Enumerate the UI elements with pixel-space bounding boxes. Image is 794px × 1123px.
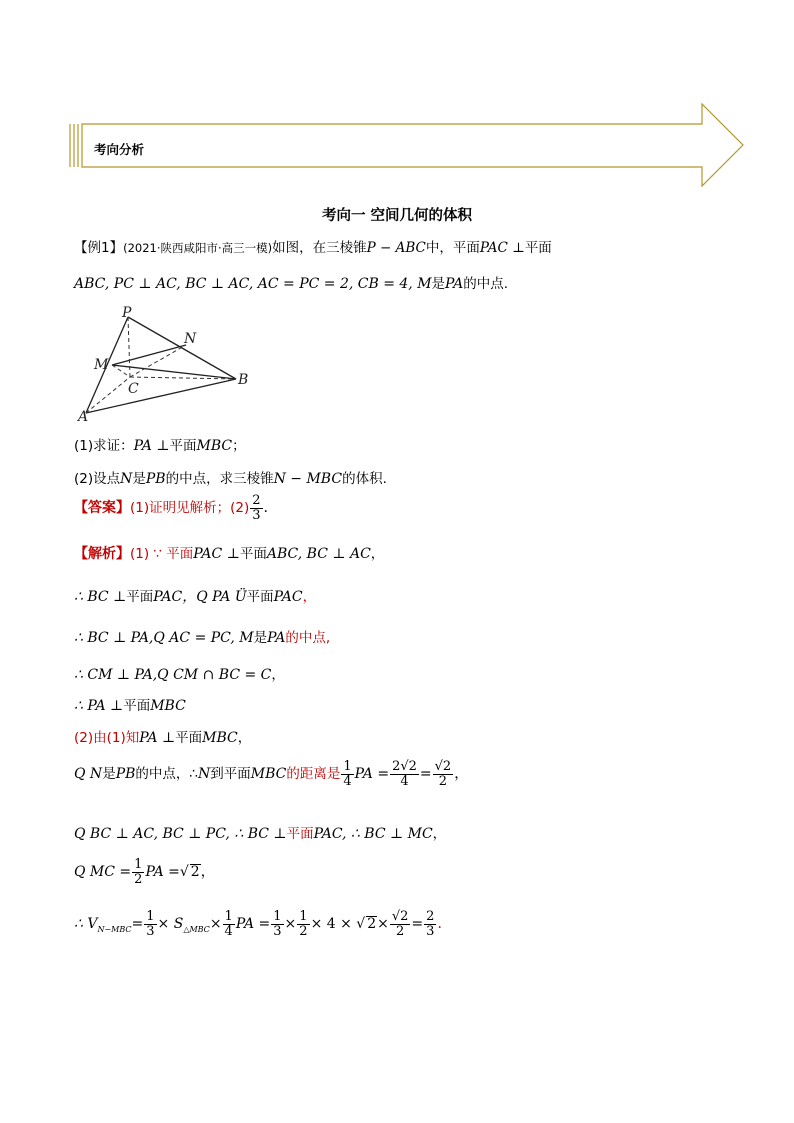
l10-end: . xyxy=(437,916,442,933)
q1-end: ； xyxy=(232,438,246,454)
q2-end: 的体积. xyxy=(342,471,387,487)
l10-e: PA = xyxy=(235,916,271,933)
answer-frac-num: 2 xyxy=(252,493,261,508)
q2-pb: PB xyxy=(145,471,166,487)
q1-plane: MBC xyxy=(196,438,233,454)
example-line2-end: 的中点. xyxy=(463,276,509,292)
l3-d: 的中点, xyxy=(285,630,331,646)
l8-end: ， xyxy=(432,826,447,842)
l10-frac5-den: 2 xyxy=(396,923,405,939)
edge-PB xyxy=(128,317,236,379)
example-source: (2021·陕西咸阳市·高三一模) xyxy=(123,241,273,255)
analysis-line-6 xyxy=(74,726,251,746)
label-C: C xyxy=(128,381,139,397)
l2-b: 平面 xyxy=(126,589,154,605)
question-1 xyxy=(74,434,246,454)
l10-b: = xyxy=(131,916,144,933)
l10-i: = xyxy=(411,916,424,933)
l6-e: ， xyxy=(237,730,252,746)
l7-eq: = xyxy=(419,766,432,783)
l10-sqrt: 2 xyxy=(367,916,377,933)
l1-a: (1) ∵ 平面 xyxy=(130,546,194,562)
l6-c: 平面 xyxy=(175,730,203,746)
l10-frac2 xyxy=(223,910,235,938)
l7-frac1-den: 4 xyxy=(343,773,352,789)
label-B: B xyxy=(238,372,249,388)
edge-AB xyxy=(86,379,236,413)
q1-prefix: (1)求证： xyxy=(74,438,134,454)
answer-end: . xyxy=(263,500,268,517)
l6-b: PA ⊥ xyxy=(139,730,176,746)
example-plane-end: 平面 xyxy=(524,240,552,256)
q1-math: PA ⊥ xyxy=(133,438,170,454)
answer-text: (1)证明见解析；(2) xyxy=(130,500,250,517)
l4: ∴ CM ⊥ PA,Q CM ∩ BC = C xyxy=(74,667,272,683)
l8-a: Q BC ⊥ AC, BC ⊥ PC, ∴ BC ⊥ xyxy=(74,826,287,842)
banner-label: 考向分析 xyxy=(94,142,145,157)
analysis-line-8 xyxy=(74,822,446,842)
label-A: A xyxy=(78,409,89,425)
q2-n: N xyxy=(120,471,133,487)
q2-mid: 的中点，求三棱锥 xyxy=(165,471,274,487)
l2-c: PAC xyxy=(153,589,183,605)
l10-frac5-num: √2 xyxy=(391,909,409,924)
l10-frac3 xyxy=(271,910,283,938)
l10-frac1-num: 1 xyxy=(146,909,155,924)
l7-frac3-den: 2 xyxy=(438,773,448,789)
l10-g: × 4 × √ xyxy=(310,916,366,933)
l6-d: MBC xyxy=(202,730,238,746)
l1-e: ， xyxy=(370,546,385,562)
q2-pyr: N − MBC xyxy=(273,471,343,487)
label-P: P xyxy=(122,305,132,321)
l10-frac4-num: 1 xyxy=(299,909,308,924)
l10-frac4-den: 2 xyxy=(299,923,308,939)
l7-frac1 xyxy=(341,760,353,788)
l7-frac1-num: 1 xyxy=(343,759,352,774)
l7-c: PB xyxy=(115,766,136,783)
l9-frac-num: 1 xyxy=(134,857,143,872)
l10-frac2-num: 1 xyxy=(224,909,233,924)
l1-c: 平面 xyxy=(239,546,267,562)
l9-b: PA = xyxy=(145,864,180,881)
answer-line xyxy=(74,494,268,522)
example-line2-is: 是 xyxy=(431,276,446,292)
example-line-1 xyxy=(74,236,552,256)
l10-h: × xyxy=(377,916,389,933)
l9-frac xyxy=(132,858,144,886)
l7-d: 的中点，∴ xyxy=(135,766,198,783)
l10-c: × S xyxy=(157,916,184,933)
l3-b: 是 xyxy=(253,630,268,646)
q1-text: 平面 xyxy=(169,438,197,454)
l10-frac6 xyxy=(424,910,436,938)
l10-frac1 xyxy=(144,910,156,938)
q2-is: 是 xyxy=(132,471,146,487)
l7-h: 的距离是 xyxy=(286,766,341,783)
l2-d: ，Q PA Ü xyxy=(182,589,247,605)
l10-frac6-num: 2 xyxy=(426,909,435,924)
l9-a: Q MC = xyxy=(74,864,132,881)
label-M: M xyxy=(94,357,109,373)
l2-g: ， xyxy=(302,589,317,605)
l10-sub: N−MBC xyxy=(97,925,132,935)
l7-end: ， xyxy=(454,766,469,783)
sqrt-sign: √ xyxy=(179,864,189,881)
l2-f: PAC xyxy=(273,589,303,605)
l1-d: ABC, BC ⊥ AC xyxy=(266,546,371,562)
example-plane1: PAC ⊥ xyxy=(479,240,525,256)
l7-frac3 xyxy=(433,760,454,788)
l7-f: 到平面 xyxy=(210,766,251,783)
l7-b: 是 xyxy=(102,766,116,783)
analysis-line-3 xyxy=(74,626,330,646)
edge-PC xyxy=(128,317,130,377)
l2-a: ∴ BC ⊥ xyxy=(74,589,127,605)
l7-frac3-num: √2 xyxy=(434,759,452,774)
l10-frac2-den: 4 xyxy=(224,923,233,939)
l10-a: ∴ V xyxy=(74,916,98,933)
l3-a: ∴ BC ⊥ PA,Q AC = PC, M xyxy=(74,630,254,646)
answer-tag: 【答案】 xyxy=(74,500,130,517)
l5-b: 平面 xyxy=(123,698,151,714)
analysis-line-2 xyxy=(74,585,316,606)
section-banner-arrow xyxy=(68,103,746,187)
l6-a: (2)由(1)知 xyxy=(74,730,140,746)
example-line2-pa: PA xyxy=(445,276,464,292)
analysis-line-1 xyxy=(74,542,384,563)
analysis-line-10 xyxy=(74,910,442,938)
analysis-line-5 xyxy=(74,694,186,714)
edge-MN xyxy=(112,345,186,365)
l7-e: N xyxy=(198,766,211,783)
analysis-line-4 xyxy=(74,663,285,683)
l10-f: × xyxy=(284,916,297,933)
answer-fraction xyxy=(250,494,262,522)
label-N: N xyxy=(184,331,197,347)
l10-frac5 xyxy=(390,910,411,938)
l10-frac3-den: 3 xyxy=(273,923,282,939)
l10-sub2: △MBC xyxy=(183,925,210,935)
l7-frac2 xyxy=(390,760,419,788)
l7-frac2-num: 2√2 xyxy=(392,759,417,774)
l5-c: MBC xyxy=(150,698,186,714)
section-title: 考向一 空间几何的体积 xyxy=(321,208,473,224)
pyramid-figure xyxy=(76,305,266,425)
example-line2-math: ABC, PC ⊥ AC, BC ⊥ AC, AC = PC = 2, CB = 4, M xyxy=(74,276,432,292)
l2-e: 平面 xyxy=(246,589,274,605)
l5-a: ∴ PA ⊥ xyxy=(74,698,124,714)
example-tag: 【例1】 xyxy=(74,240,124,256)
l10-frac1-den: 3 xyxy=(146,923,155,939)
l7-frac2-den: 4 xyxy=(400,773,409,789)
l4-end: ， xyxy=(271,667,285,683)
analysis-tag: 【解析】 xyxy=(74,546,130,562)
l8-c: PAC, ∴ BC ⊥ MC xyxy=(313,826,433,842)
l9-frac-den: 2 xyxy=(134,871,143,887)
l10-frac6-den: 3 xyxy=(426,923,435,939)
l8-b: 平面 xyxy=(286,826,314,842)
l10-d: × xyxy=(209,916,222,933)
l7-a: Q N xyxy=(74,766,103,783)
analysis-line-7 xyxy=(74,760,468,788)
l3-c: PA xyxy=(267,630,286,646)
l1-b: PAC ⊥ xyxy=(193,546,240,562)
question-2 xyxy=(74,467,387,487)
example-pyramid: P − ABC xyxy=(366,240,426,256)
answer-frac-den: 3 xyxy=(252,507,261,523)
l7-g: MBC xyxy=(250,766,287,783)
l7-pa: PA = xyxy=(354,766,390,783)
example-line-2 xyxy=(74,272,508,292)
q2-prefix: (2)设点 xyxy=(74,471,121,487)
l10-frac4 xyxy=(297,910,309,938)
example-mid: 中，平面 xyxy=(425,240,480,256)
l9-sqrt: 2 xyxy=(190,864,200,881)
example-intro: 如图，在三棱锥 xyxy=(272,240,367,256)
l9-end: ， xyxy=(200,864,215,881)
analysis-line-9 xyxy=(74,858,215,886)
l10-frac3-num: 1 xyxy=(273,909,282,924)
